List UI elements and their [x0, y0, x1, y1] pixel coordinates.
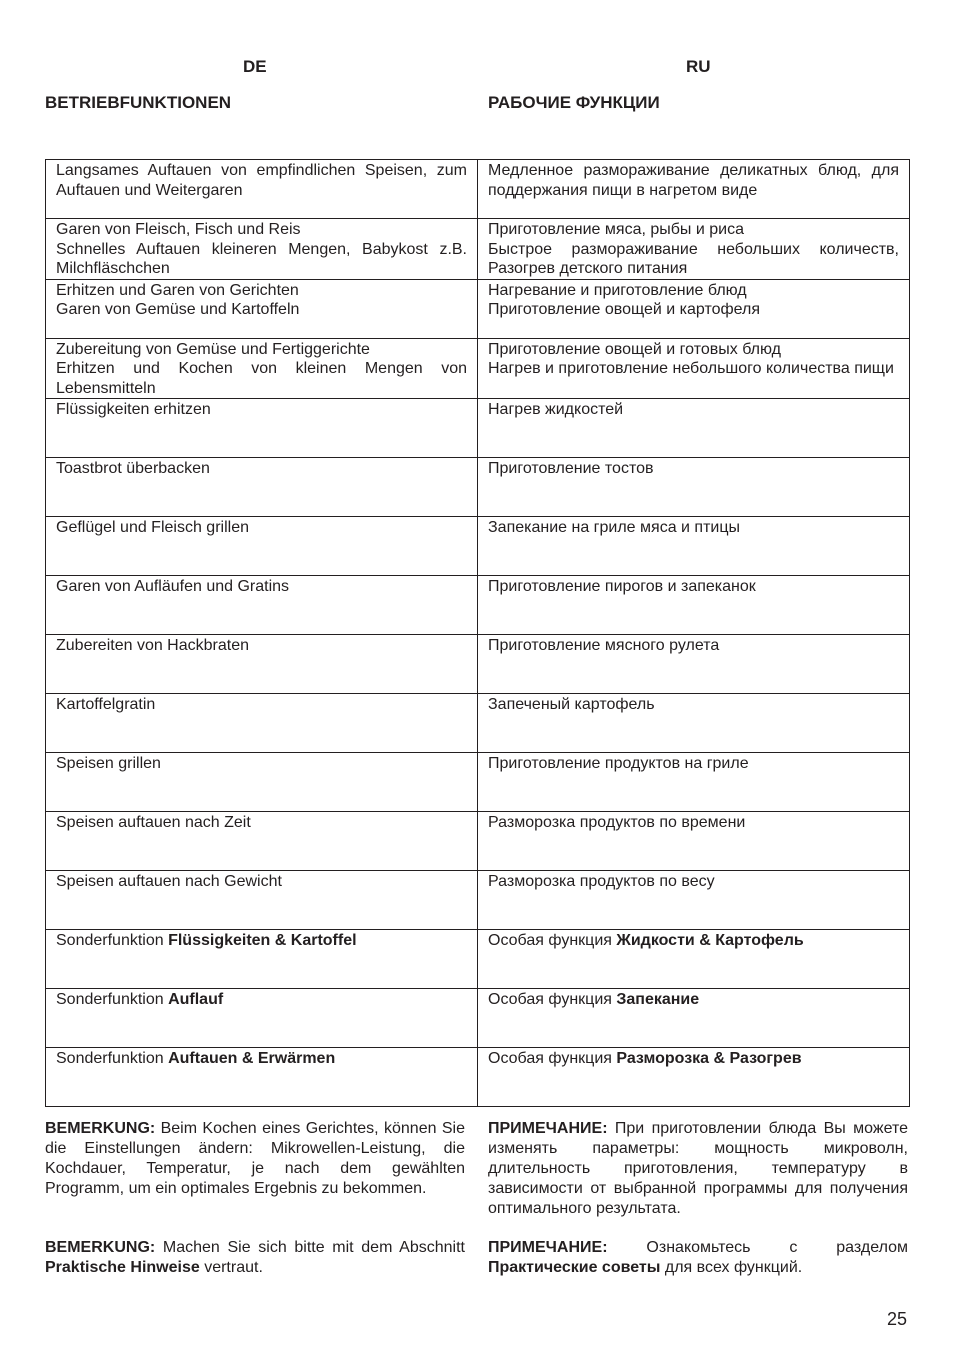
- section-title-de: BETRIEBFUNKTIONEN: [45, 93, 232, 112]
- function-cell-ru: [478, 279, 910, 338]
- function-row: [46, 871, 910, 930]
- special-function-name: Flüssigkeiten & Kartoffel: [168, 932, 357, 949]
- function-text-ru: Приготовление овощей и картофеля: [488, 301, 761, 318]
- note-text: При приготовлении блюда Вы можете изменять параметры: мощность микроволн, длительность приготовления, температуру в зависимости от выбранной программы для получения оптимального результата.: [488, 1120, 908, 1217]
- function-text-de: Speisen grillen: [56, 755, 161, 772]
- special-function-prefix: Sonderfunktion: [56, 1050, 169, 1067]
- function-row: [46, 517, 910, 576]
- function-text-ru: Приготовление продуктов на гриле: [488, 755, 749, 772]
- function-text-de: Speisen auftauen nach Zeit: [56, 814, 251, 831]
- note-ru-practical-tips: [488, 1238, 908, 1278]
- function-cell-de: [46, 219, 478, 280]
- function-text-ru: Приготовление мяса, рыбы и риса: [488, 221, 744, 238]
- special-function-cell-de: [46, 930, 478, 989]
- function-cell-de: [46, 812, 478, 871]
- page-number: 25: [887, 1309, 908, 1329]
- function-row: [46, 458, 910, 517]
- function-cell-ru: [478, 399, 910, 458]
- note-label: ПРИМЕЧАНИЕ:: [488, 1239, 608, 1256]
- function-text-de: Schnelles Auftauen kleineren Mengen, Babykost z.B. Milchfläschchen: [56, 240, 467, 277]
- function-text-ru: Приготовление тостов: [488, 460, 654, 477]
- function-cell-ru: [478, 219, 910, 280]
- function-cell-de: [46, 753, 478, 812]
- special-function-cell-ru: [478, 1048, 910, 1107]
- note-text: для всех функций.: [660, 1259, 803, 1276]
- function-text-ru: Запекание на гриле мяса и птицы: [488, 519, 741, 536]
- function-cell-de: [46, 160, 478, 219]
- function-text-ru: Запеченый картофель: [488, 696, 655, 713]
- function-text-de: Geflügel und Fleisch grillen: [56, 519, 249, 536]
- special-function-name: Жидкости & Картофель: [616, 932, 804, 949]
- functions-table: [45, 159, 910, 1107]
- function-text-ru: Приготовление мясного рулета: [488, 637, 720, 654]
- function-text-ru: Приготовление пирогов и запеканок: [488, 578, 756, 595]
- note-label: ПРИМЕЧАНИЕ:: [488, 1120, 608, 1137]
- function-cell-de: [46, 399, 478, 458]
- function-cell-de: [46, 517, 478, 576]
- function-cell-de: [46, 635, 478, 694]
- language-label-ru: RU: [686, 57, 711, 76]
- special-function-cell-de: [46, 989, 478, 1048]
- function-cell-ru: [478, 517, 910, 576]
- function-cell-de: [46, 458, 478, 517]
- note-ru-settings: [488, 1119, 908, 1219]
- function-row: [46, 399, 910, 458]
- note-reference: Практические советы: [488, 1259, 661, 1276]
- function-cell-de: [46, 871, 478, 930]
- function-cell-ru: [478, 753, 910, 812]
- special-function-name: Auftauen & Erwärmen: [168, 1050, 336, 1067]
- function-text-de: Flüssigkeiten erhitzen: [56, 401, 211, 418]
- function-row: [46, 279, 910, 338]
- special-function-name: Auflauf: [168, 991, 224, 1008]
- function-row: [46, 576, 910, 635]
- special-function-prefix: Sonderfunktion: [56, 991, 169, 1008]
- note-text: Ознакомьтесь с разделом: [607, 1239, 908, 1256]
- function-cell-ru: [478, 812, 910, 871]
- function-text-de: Toastbrot überbacken: [56, 460, 210, 477]
- note-de-settings: [45, 1119, 465, 1199]
- function-cell-de: [46, 694, 478, 753]
- special-function-prefix: Sonderfunktion: [56, 932, 169, 949]
- function-cell-ru: [478, 871, 910, 930]
- special-function-row: [46, 930, 910, 989]
- function-text-ru: Нагревание и приготовление блюд: [488, 281, 747, 299]
- language-label-de: DE: [243, 57, 267, 76]
- function-cell-de: [46, 338, 478, 399]
- note-label: BEMERKUNG:: [45, 1239, 156, 1256]
- function-cell-de: [46, 576, 478, 635]
- note-reference: Praktische Hinweise: [45, 1259, 200, 1276]
- special-function-row: [46, 989, 910, 1048]
- function-text-de: Speisen auftauen nach Gewicht: [56, 873, 282, 890]
- function-cell-ru: [478, 576, 910, 635]
- note-label: BEMERKUNG:: [45, 1120, 156, 1137]
- function-text-de: Kartoffelgratin: [56, 696, 156, 713]
- section-title-ru: РАБОЧИЕ ФУНКЦИИ: [488, 93, 660, 112]
- function-text-de: Erhitzen und Kochen von kleinen Mengen von Lebensmitteln: [56, 360, 467, 397]
- special-function-row: [46, 1048, 910, 1107]
- function-text-de: Garen von Fleisch, Fisch und Reis: [56, 221, 301, 238]
- function-cell-ru: [478, 160, 910, 219]
- function-cell-de: [46, 279, 478, 338]
- function-row: [46, 338, 910, 399]
- function-text-de: Garen von Aufläufen und Gratins: [56, 578, 290, 595]
- function-text-ru: Нагрев жидкостей: [488, 401, 624, 418]
- function-cell-ru: [478, 694, 910, 753]
- function-row: [46, 753, 910, 812]
- special-function-prefix: Особая функция: [488, 1050, 617, 1067]
- special-function-cell-de: [46, 1048, 478, 1107]
- function-text-de: Garen von Gemüse und Kartoffeln: [56, 301, 300, 318]
- function-row: [46, 812, 910, 871]
- function-text-ru: Нагрев и приготовление небольшого количества пищи: [488, 360, 894, 377]
- function-text-ru: Быстрое размораживание небольших количеств, Разогрев детского питания: [488, 240, 899, 277]
- function-text-ru: Разморозка продуктов по весу: [488, 873, 715, 890]
- function-row: [46, 219, 910, 280]
- function-text-de: Zubereitung von Gemüse und Fertiggerichte: [56, 340, 370, 358]
- function-cell-ru: [478, 458, 910, 517]
- function-row: [46, 694, 910, 753]
- special-function-prefix: Особая функция: [488, 991, 617, 1008]
- function-text-de: Langsames Auftauen von empfindlichen Speisen, zum Auftauen und Weitergaren: [56, 162, 467, 199]
- function-text-ru: Приготовление овощей и готовых блюд: [488, 340, 781, 358]
- function-row: [46, 635, 910, 694]
- function-row: [46, 160, 910, 219]
- special-function-cell-ru: [478, 989, 910, 1048]
- note-text: Machen Sie sich bitte mit dem Abschnitt: [155, 1239, 465, 1256]
- function-text-de: Erhitzen und Garen von Gerichten: [56, 281, 299, 299]
- note-text: Beim Kochen eines Gerichtes, können Sie die Einstellungen ändern: Mikrowellen-Leistung, die Kochdauer, Temperatur, je nach dem gewählten Programm, um ein optimales Ergebnis zu bekommen.: [45, 1120, 465, 1197]
- function-text-de: Zubereiten von Hackbraten: [56, 637, 249, 654]
- note-de-practical-tips: [45, 1238, 465, 1278]
- note-text: vertraut.: [199, 1259, 263, 1276]
- special-function-name: Запекание: [616, 991, 700, 1008]
- special-function-cell-ru: [478, 930, 910, 989]
- function-text-ru: Разморозка продуктов по времени: [488, 814, 746, 831]
- special-function-name: Разморозка & Разогрев: [616, 1050, 802, 1067]
- function-cell-ru: [478, 635, 910, 694]
- special-function-prefix: Особая функция: [488, 932, 617, 949]
- function-text-ru: Медленное размораживание деликатных блюд, для поддержания пищи в нагретом виде: [488, 162, 899, 199]
- function-cell-ru: [478, 338, 910, 399]
